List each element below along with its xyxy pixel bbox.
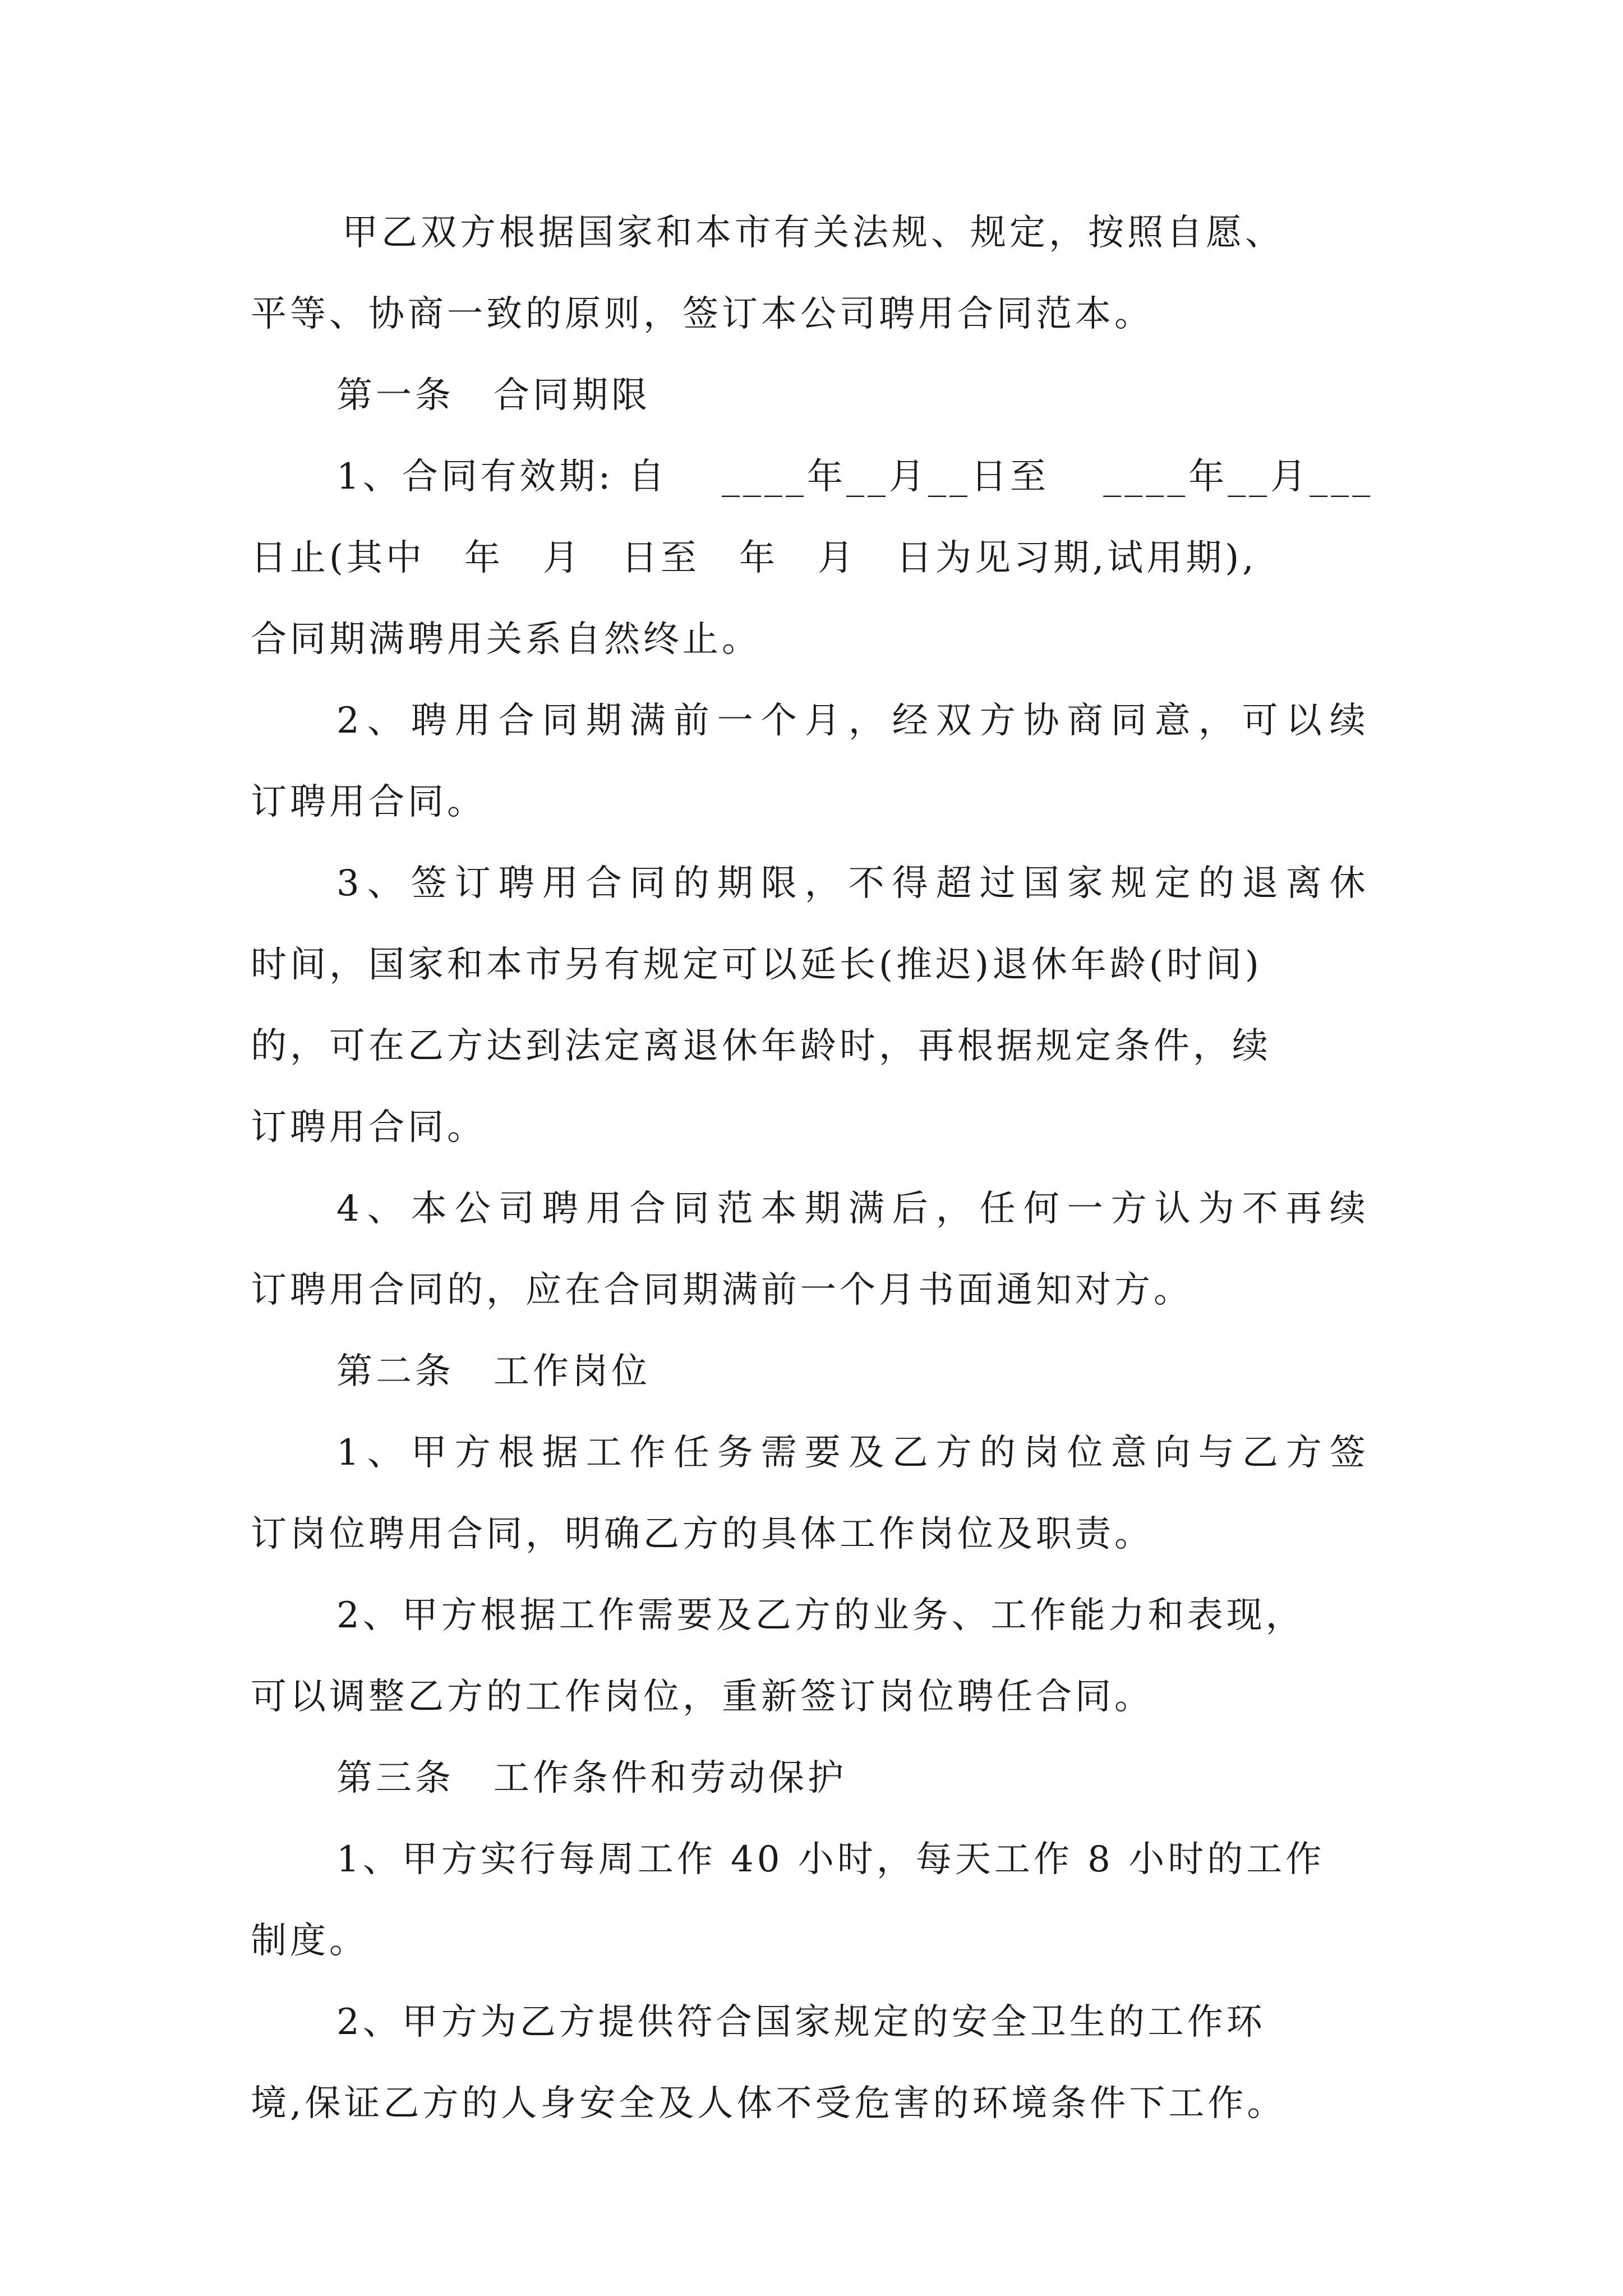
paragraph-line: 订聘用合同。 xyxy=(251,1107,486,1148)
paragraph-line: 1、甲方根据工作任务需要及乙方的岗位意向与乙方签 xyxy=(336,1432,1373,1474)
paragraph-line: 的，可在乙方达到法定离退休年龄时，再根据规定条件，续 xyxy=(251,1025,1271,1067)
paragraph-line: 2、甲方为乙方提供符合国家规定的安全卫生的工作环 xyxy=(336,2001,1266,2043)
paragraph-line: 2、甲方根据工作需要及乙方的业务、工作能力和表现， xyxy=(336,1595,1305,1636)
paragraph-line: 日止(其中 年 月 日至 年 月 日为见习期,试用期), xyxy=(251,537,1257,579)
paragraph-line: 订聘用合同。 xyxy=(251,781,486,823)
paragraph-line: 订岗位聘用合同，明确乙方的具体工作岗位及职责。 xyxy=(251,1513,1154,1555)
paragraph-line: 1、甲方实行每周工作 40 小时，每天工作 8 小时的工作 xyxy=(336,1839,1325,1880)
paragraph-line: 甲乙双方根据国家和本市有关法规、规定，按照自愿、 xyxy=(342,212,1284,254)
article-heading: 第三条 工作条件和劳动保护 xyxy=(336,1757,847,1799)
paragraph-line: 订聘用合同的，应在合同期满前一个月书面通知对方。 xyxy=(251,1269,1193,1311)
paragraph-line: 合同期满聘用关系自然终止。 xyxy=(251,619,761,660)
paragraph-line: 制度。 xyxy=(251,1920,368,1962)
paragraph-line: 时间，国家和本市另有规定可以延长(推迟)退休年龄(时间) xyxy=(251,944,1262,986)
article-heading: 第一条 合同期限 xyxy=(336,375,651,416)
paragraph-line: 可以调整乙方的工作岗位，重新签订岗位聘任合同。 xyxy=(251,1676,1154,1718)
paragraph-line: 境,保证乙方的人身安全及人体不受危害的环境条件下工作。 xyxy=(251,2083,1287,2124)
paragraph-line: 平等、协商一致的原则，签订本公司聘用合同范本。 xyxy=(251,293,1154,335)
paragraph-line: 1、合同有效期: 自 ____年__月__日至 ____年__月___ xyxy=(336,456,1374,498)
paragraph-line: 2、聘用合同期满前一个月，经双方协商同意，可以续 xyxy=(336,700,1373,742)
paragraph-line: 4、本公司聘用合同范本期满后，任何一方认为不再续 xyxy=(336,1188,1373,1230)
article-heading: 第二条 工作岗位 xyxy=(336,1351,651,1392)
paragraph-line: 3、签订聘用合同的期限，不得超过国家规定的退离休 xyxy=(336,863,1373,904)
